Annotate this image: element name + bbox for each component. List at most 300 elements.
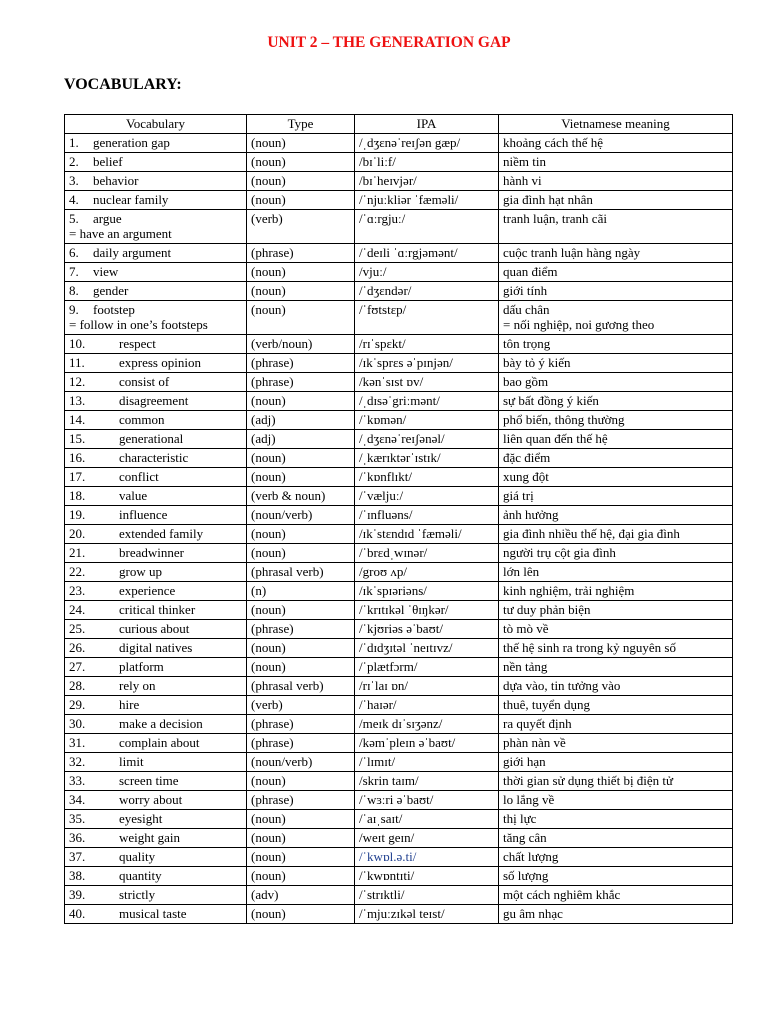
- meaning-text: thời gian sử dụng thiết bị điện tử: [503, 773, 674, 788]
- row-number: 7.: [69, 264, 79, 279]
- meaning-text: phàn nàn về: [503, 735, 566, 750]
- row-number: 35.: [69, 811, 86, 826]
- type-cell: (adv): [247, 886, 355, 905]
- meaning-cell: [499, 905, 733, 924]
- table-row: [65, 392, 733, 411]
- row-number: 29.: [69, 697, 86, 712]
- table-row: [65, 810, 733, 829]
- meaning-cell: [499, 582, 733, 601]
- meaning-cell: [499, 620, 733, 639]
- vocab-cell: [65, 449, 247, 468]
- vocab-word: curious about: [119, 621, 190, 636]
- meaning-text: thuê, tuyển dụng: [503, 697, 591, 712]
- ipa-cell: /ˈkwɒl.ə.ti/: [355, 848, 499, 867]
- table-row: [65, 620, 733, 639]
- meaning-cell: [499, 301, 733, 335]
- type-cell: (noun): [247, 392, 355, 411]
- vocab-word: generational: [119, 431, 184, 446]
- meaning-cell: [499, 563, 733, 582]
- meaning-text: giá trị: [503, 488, 534, 503]
- header-meaning: Vietnamese meaning: [499, 115, 733, 134]
- ipa-cell: /rɪˈspɛkt/: [355, 335, 499, 354]
- ipa-cell: /ˈkrɪtɪkəl ˈθɪŋkər/: [355, 601, 499, 620]
- vocab-cell: [65, 301, 247, 335]
- row-number: 36.: [69, 830, 86, 845]
- vocab-word: express opinion: [119, 355, 201, 370]
- vocab-cell: [65, 715, 247, 734]
- table-row: [65, 430, 733, 449]
- vocab-word: eyesight: [119, 811, 163, 826]
- meaning-text: giới tính: [503, 283, 548, 298]
- meaning-text: tò mò về: [503, 621, 549, 636]
- meaning-cell: [499, 658, 733, 677]
- ipa-cell: /ˈlɪmɪt/: [355, 753, 499, 772]
- table-row: [65, 373, 733, 392]
- ipa-cell: /ˌdʒɛnəˈreɪʃənəl/: [355, 430, 499, 449]
- ipa-cell: /vjuː/: [355, 263, 499, 282]
- vocab-word: platform: [119, 659, 164, 674]
- row-number: 28.: [69, 678, 86, 693]
- row-number: 12.: [69, 374, 86, 389]
- vocab-cell: [65, 829, 247, 848]
- type-cell: (noun): [247, 848, 355, 867]
- meaning-cell: [499, 810, 733, 829]
- table-row: [65, 886, 733, 905]
- vocab-word: footstep: [93, 302, 135, 317]
- page-title: UNIT 2 – THE GENERATION GAP: [267, 34, 511, 51]
- meaning-text: gia đình hạt nhân: [503, 192, 593, 207]
- vocab-word: belief: [93, 154, 123, 169]
- vocab-word: value: [119, 488, 148, 503]
- ipa-cell: /ˈplætfɔrm/: [355, 658, 499, 677]
- vocab-word: digital natives: [119, 640, 193, 655]
- vocab-word: worry about: [119, 792, 183, 807]
- vocab-word: rely on: [119, 678, 156, 693]
- row-number: 13.: [69, 393, 86, 408]
- ipa-cell: /ɪkˈstɛndɪd ˈfæməli/: [355, 525, 499, 544]
- type-cell: (noun): [247, 263, 355, 282]
- type-cell: (noun): [247, 172, 355, 191]
- vocab-word: screen time: [119, 773, 179, 788]
- table-row: [65, 506, 733, 525]
- vocab-cell: [65, 848, 247, 867]
- meaning-cell: [499, 791, 733, 810]
- type-cell: (phrase): [247, 715, 355, 734]
- ipa-cell: /bɪˈliːf/: [355, 153, 499, 172]
- header-ipa: IPA: [355, 115, 499, 134]
- meaning-cell: [499, 449, 733, 468]
- vocabulary-table: [64, 114, 733, 924]
- type-cell: (noun): [247, 468, 355, 487]
- vocab-cell: [65, 335, 247, 354]
- meaning-cell: [499, 210, 733, 244]
- header-vocabulary: Vocabulary: [65, 115, 247, 134]
- ipa-cell: /ˈmjuːzɪkəl teɪst/: [355, 905, 499, 924]
- ipa-cell: /ˈdeɪli ˈɑːrgjəmənt/: [355, 244, 499, 263]
- row-number: 16.: [69, 450, 86, 465]
- vocab-extra: = have an argument: [69, 226, 172, 241]
- type-cell: (noun/verb): [247, 753, 355, 772]
- meaning-cell: [499, 867, 733, 886]
- ipa-cell: /skrin taɪm/: [355, 772, 499, 791]
- vocab-word: view: [93, 264, 119, 279]
- type-cell: (adj): [247, 411, 355, 430]
- type-cell: (verb/noun): [247, 335, 355, 354]
- row-number: 40.: [69, 906, 86, 921]
- meaning-text: tôn trọng: [503, 336, 551, 351]
- row-number: 21.: [69, 545, 86, 560]
- type-cell: (phrase): [247, 244, 355, 263]
- table-row: [65, 172, 733, 191]
- ipa-cell: /ˈstrɪktli/: [355, 886, 499, 905]
- row-number: 3.: [69, 173, 79, 188]
- table-row: [65, 772, 733, 791]
- table-row: [65, 301, 733, 335]
- ipa-cell: /weɪt geɪn/: [355, 829, 499, 848]
- meaning-text: niềm tin: [503, 154, 546, 169]
- vocab-cell: [65, 639, 247, 658]
- table-row: [65, 191, 733, 210]
- vocab-word: generation gap: [93, 135, 170, 150]
- vocab-cell: [65, 905, 247, 924]
- table-row: [65, 244, 733, 263]
- meaning-text: người trụ cột gia đình: [503, 545, 616, 560]
- table-row: [65, 715, 733, 734]
- row-number: 1.: [69, 135, 79, 150]
- ipa-cell: /groʊ ʌp/: [355, 563, 499, 582]
- meaning-text: ra quyết định: [503, 716, 572, 731]
- table-row: [65, 791, 733, 810]
- meaning-cell: [499, 191, 733, 210]
- vocab-cell: [65, 172, 247, 191]
- type-cell: (noun): [247, 810, 355, 829]
- vocab-word: quantity: [119, 868, 162, 883]
- row-number: 39.: [69, 887, 86, 902]
- vocab-cell: [65, 244, 247, 263]
- vocab-cell: [65, 282, 247, 301]
- meaning-cell: [499, 544, 733, 563]
- vocab-cell: [65, 468, 247, 487]
- meaning-text: lớn lên: [503, 564, 540, 579]
- vocab-word: common: [119, 412, 165, 427]
- meaning-text: bày tỏ ý kiến: [503, 355, 571, 370]
- section-heading: VOCABULARY:: [64, 76, 182, 93]
- table-row: [65, 134, 733, 153]
- vocab-word: quality: [119, 849, 156, 864]
- table-row: [65, 905, 733, 924]
- ipa-cell: /ˈvæljuː/: [355, 487, 499, 506]
- meaning-text: sự bất đồng ý kiến: [503, 393, 599, 408]
- vocab-cell: [65, 582, 247, 601]
- meaning-text: tăng cân: [503, 830, 547, 845]
- meaning-cell: [499, 715, 733, 734]
- vocab-word: weight gain: [119, 830, 181, 845]
- table-row: [65, 263, 733, 282]
- table-row: [65, 335, 733, 354]
- meaning-text: thế hệ sinh ra trong kỷ nguyên số: [503, 640, 676, 655]
- type-cell: (adj): [247, 430, 355, 449]
- meaning-text: xung đột: [503, 469, 549, 484]
- row-number: 19.: [69, 507, 86, 522]
- row-number: 32.: [69, 754, 86, 769]
- type-cell: (noun): [247, 544, 355, 563]
- vocab-word: daily argument: [93, 245, 172, 260]
- meaning-cell: [499, 153, 733, 172]
- vocab-cell: [65, 544, 247, 563]
- ipa-cell: /ˈhaɪər/: [355, 696, 499, 715]
- vocab-cell: [65, 525, 247, 544]
- row-number: 2.: [69, 154, 79, 169]
- meaning-cell: [499, 430, 733, 449]
- vocab-word: characteristic: [119, 450, 189, 465]
- vocab-word: influence: [119, 507, 168, 522]
- vocab-word: argue: [93, 211, 122, 226]
- vocab-cell: [65, 354, 247, 373]
- meaning-text: dấu chân: [503, 302, 550, 317]
- vocab-word: consist of: [119, 374, 170, 389]
- table-row: [65, 601, 733, 620]
- row-number: 11.: [69, 355, 85, 370]
- vocab-word: extended family: [119, 526, 204, 541]
- row-number: 38.: [69, 868, 86, 883]
- vocab-cell: [65, 810, 247, 829]
- ipa-cell: /ˈbrɛdˌwɪnər/: [355, 544, 499, 563]
- type-cell: (noun): [247, 134, 355, 153]
- meaning-cell: [499, 848, 733, 867]
- type-cell: (noun): [247, 153, 355, 172]
- meaning-text: tư duy phản biện: [503, 602, 591, 617]
- meaning-text: một cách nghiêm khắc: [503, 887, 621, 902]
- vocab-word: hire: [119, 697, 140, 712]
- row-number: 27.: [69, 659, 86, 674]
- vocab-cell: [65, 134, 247, 153]
- table-row: [65, 210, 733, 244]
- table-row: [65, 582, 733, 601]
- type-cell: (verb): [247, 210, 355, 244]
- vocab-cell: [65, 563, 247, 582]
- meaning-cell: [499, 335, 733, 354]
- vocab-cell: [65, 734, 247, 753]
- vocab-cell: [65, 210, 247, 244]
- vocab-word: experience: [119, 583, 176, 598]
- meaning-cell: [499, 525, 733, 544]
- vocab-cell: [65, 153, 247, 172]
- vocab-cell: [65, 772, 247, 791]
- meaning-cell: [499, 172, 733, 191]
- vocab-cell: [65, 430, 247, 449]
- type-cell: (phrasal verb): [247, 677, 355, 696]
- ipa-cell: /ˈkɒmən/: [355, 411, 499, 430]
- table-row: [65, 487, 733, 506]
- ipa-cell: /ˈnjuːkliər ˈfæməli/: [355, 191, 499, 210]
- meaning-text: gia đình nhiều thế hệ, đại gia đình: [503, 526, 680, 541]
- row-number: 20.: [69, 526, 86, 541]
- vocab-word: conflict: [119, 469, 159, 484]
- ipa-cell: /ˈaɪˌsaɪt/: [355, 810, 499, 829]
- meaning-text: thị lực: [503, 811, 537, 826]
- row-number: 34.: [69, 792, 86, 807]
- ipa-cell: /ˈkwɒntɪti/: [355, 867, 499, 886]
- vocab-word: limit: [119, 754, 144, 769]
- vocab-cell: [65, 392, 247, 411]
- row-number: 18.: [69, 488, 86, 503]
- meaning-text: nền tảng: [503, 659, 548, 674]
- meaning-text: bao gồm: [503, 374, 549, 389]
- meaning-text: cuộc tranh luận hàng ngày: [503, 245, 641, 260]
- table-row: [65, 677, 733, 696]
- table-row: [65, 639, 733, 658]
- vocab-cell: [65, 411, 247, 430]
- row-number: 14.: [69, 412, 86, 427]
- meaning-cell: [499, 506, 733, 525]
- ipa-cell: /bɪˈheɪvjər/: [355, 172, 499, 191]
- table-row: [65, 468, 733, 487]
- row-number: 24.: [69, 602, 86, 617]
- meaning-cell: [499, 468, 733, 487]
- meaning-cell: [499, 734, 733, 753]
- vocab-word: musical taste: [119, 906, 187, 921]
- ipa-cell: /ɪkˈspɪəriəns/: [355, 582, 499, 601]
- table-row: [65, 848, 733, 867]
- meaning-text: gu âm nhạc: [503, 906, 563, 921]
- type-cell: (n): [247, 582, 355, 601]
- meaning-cell: [499, 263, 733, 282]
- ipa-cell: /ˈwɜːri əˈbaʊt/: [355, 791, 499, 810]
- meaning-text: dựa vào, tin tưởng vào: [503, 678, 621, 693]
- meaning-cell: [499, 772, 733, 791]
- row-number: 17.: [69, 469, 86, 484]
- meaning-text: lo lắng về: [503, 792, 555, 807]
- type-cell: (noun): [247, 905, 355, 924]
- ipa-cell: /ˈdɪdʒɪtəl ˈneɪtɪvz/: [355, 639, 499, 658]
- ipa-cell: /ˈkjʊriəs əˈbaʊt/: [355, 620, 499, 639]
- meaning-cell: [499, 354, 733, 373]
- meaning-cell: [499, 753, 733, 772]
- ipa-cell: /ˈkɒnflɪkt/: [355, 468, 499, 487]
- ipa-cell: /ɪkˈsprɛs əˈpɪnjən/: [355, 354, 499, 373]
- vocab-word: respect: [119, 336, 156, 351]
- meaning-cell: [499, 677, 733, 696]
- type-cell: (noun): [247, 658, 355, 677]
- table-row: [65, 867, 733, 886]
- vocab-cell: [65, 677, 247, 696]
- type-cell: (noun): [247, 449, 355, 468]
- type-cell: (phrasal verb): [247, 563, 355, 582]
- row-number: 6.: [69, 245, 79, 260]
- row-number: 25.: [69, 621, 86, 636]
- meaning-cell: [499, 886, 733, 905]
- meaning-text: giới hạn: [503, 754, 546, 769]
- vocab-word: strictly: [119, 887, 156, 902]
- ipa-cell: /ˌdʒɛnəˈreɪʃən gæp/: [355, 134, 499, 153]
- ipa-cell: /meɪk dɪˈsɪʒənz/: [355, 715, 499, 734]
- meaning-cell: [499, 487, 733, 506]
- ipa-cell: /kəmˈpleɪn əˈbaʊt/: [355, 734, 499, 753]
- vocab-cell: [65, 373, 247, 392]
- type-cell: (phrase): [247, 734, 355, 753]
- meaning-cell: [499, 411, 733, 430]
- table-row: [65, 658, 733, 677]
- vocab-cell: [65, 487, 247, 506]
- row-number: 10.: [69, 336, 86, 351]
- vocabulary-table-body: [65, 134, 733, 924]
- meaning-text: phổ biến, thông thường: [503, 412, 625, 427]
- vocab-cell: [65, 601, 247, 620]
- row-number: 9.: [69, 302, 79, 317]
- type-cell: (noun): [247, 867, 355, 886]
- meaning-text: hành vi: [503, 173, 542, 188]
- meaning-text: khoảng cách thế hệ: [503, 135, 603, 150]
- type-cell: (noun): [247, 772, 355, 791]
- table-row: [65, 544, 733, 563]
- meaning-cell: [499, 134, 733, 153]
- vocab-word: make a decision: [119, 716, 203, 731]
- table-row: [65, 411, 733, 430]
- type-cell: (phrase): [247, 354, 355, 373]
- vocab-cell: [65, 263, 247, 282]
- vocab-word: disagreement: [119, 393, 189, 408]
- meaning-cell: [499, 373, 733, 392]
- vocab-word: breadwinner: [119, 545, 184, 560]
- vocab-word: critical thinker: [119, 602, 196, 617]
- table-row: [65, 525, 733, 544]
- meaning-text: số lượng: [503, 868, 549, 883]
- meaning-text: quan điểm: [503, 264, 558, 279]
- type-cell: (noun): [247, 639, 355, 658]
- type-cell: (noun): [247, 601, 355, 620]
- vocab-cell: [65, 753, 247, 772]
- table-row: [65, 354, 733, 373]
- row-number: 15.: [69, 431, 86, 446]
- vocab-cell: [65, 620, 247, 639]
- row-number: 23.: [69, 583, 86, 598]
- type-cell: (noun): [247, 191, 355, 210]
- table-row: [65, 153, 733, 172]
- table-row: [65, 449, 733, 468]
- vocab-cell: [65, 886, 247, 905]
- vocab-word: nuclear family: [93, 192, 169, 207]
- meaning-text: kinh nghiệm, trải nghiệm: [503, 583, 635, 598]
- type-cell: (phrase): [247, 791, 355, 810]
- meaning-text: đặc điểm: [503, 450, 551, 465]
- meaning-cell: [499, 696, 733, 715]
- ipa-cell: /ˈɑːrgjuː/: [355, 210, 499, 244]
- vocab-cell: [65, 506, 247, 525]
- table-row: [65, 696, 733, 715]
- meaning-cell: [499, 829, 733, 848]
- row-number: 8.: [69, 283, 79, 298]
- vocab-word: gender: [93, 283, 129, 298]
- type-cell: (verb): [247, 696, 355, 715]
- ipa-cell: /ˌkærɪktərˈɪstɪk/: [355, 449, 499, 468]
- meaning-text: chất lượng: [503, 849, 559, 864]
- meaning-cell: [499, 639, 733, 658]
- meaning-cell: [499, 392, 733, 411]
- vocab-cell: [65, 791, 247, 810]
- meaning-text: tranh luận, tranh cãi: [503, 211, 607, 226]
- row-number: 37.: [69, 849, 86, 864]
- meaning-cell: [499, 244, 733, 263]
- header-type: Type: [247, 115, 355, 134]
- row-number: 4.: [69, 192, 79, 207]
- type-cell: (phrase): [247, 620, 355, 639]
- table-row: [65, 753, 733, 772]
- type-cell: (noun): [247, 829, 355, 848]
- table-row: [65, 734, 733, 753]
- meaning-cell: [499, 601, 733, 620]
- vocab-word: complain about: [119, 735, 200, 750]
- vocab-cell: [65, 658, 247, 677]
